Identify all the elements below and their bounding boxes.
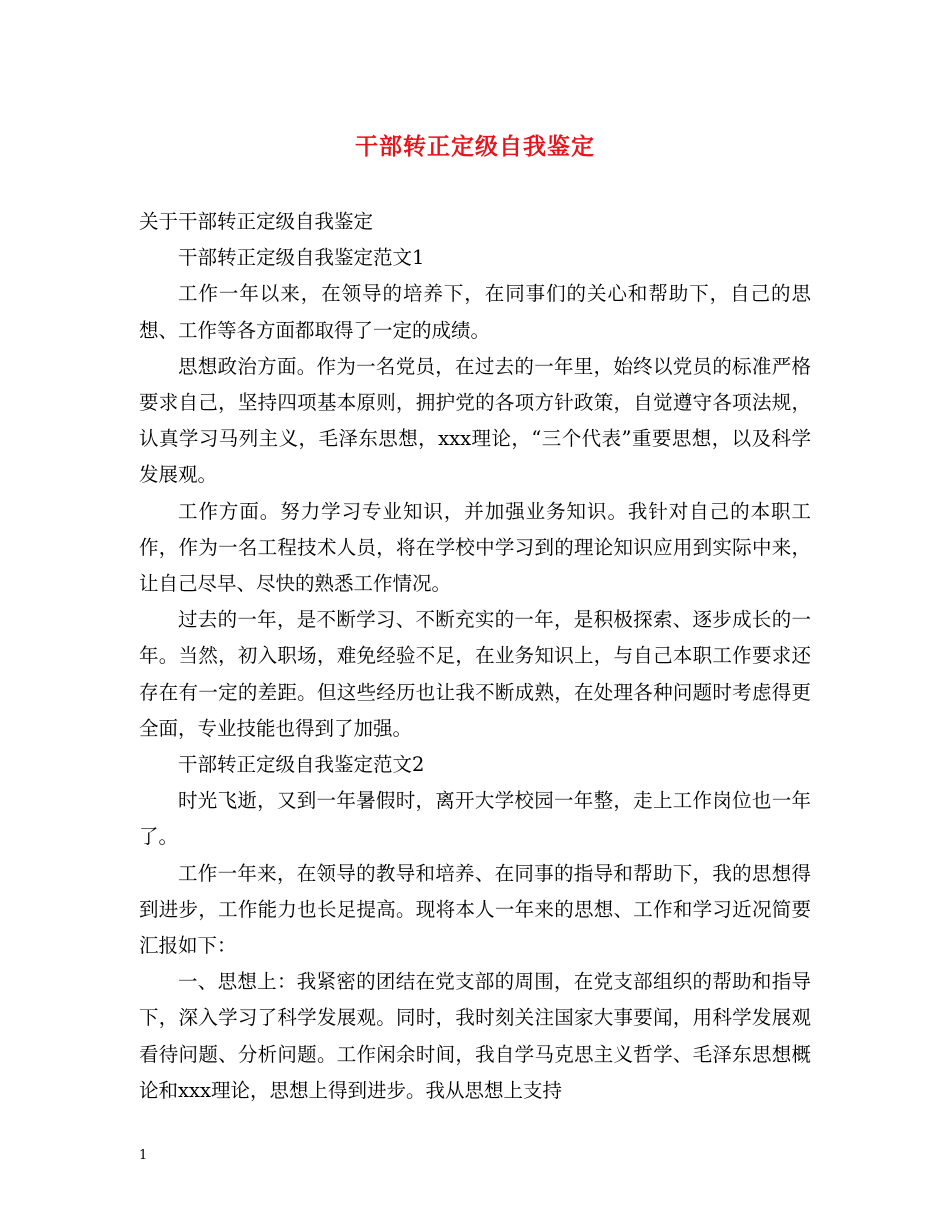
section-heading-2: 干部转正定级自我鉴定范文2 (178, 753, 425, 777)
section-heading-1: 干部转正定级自我鉴定范文1 (178, 246, 425, 270)
body-paragraph: 工作一年以来，在领导的培养下，在同事们的关心和帮助下，自己的思想、工作等各方面都取得了一定的成绩。 (139, 282, 811, 342)
page-number: 1 (139, 1148, 148, 1163)
body-paragraph: 时光飞逝，又到一年暑假时，离开大学校园一年整，走上工作岗位也一年了。 (139, 789, 811, 849)
document-subheading: 关于干部转正定级自我鉴定 (139, 210, 374, 233)
body-paragraph: 过去的一年，是不断学习、不断充实的一年，是积极探索、逐步成长的一年。当然，初入职场，难免经验不足，在业务知识上，与自己本职工作要求还存在有一定的差距。但这些经历也让我不断成熟，在处理各种问题时考虑得更全面，专业技能也得到了加强。 (139, 608, 811, 740)
document-body (139, 204, 811, 1109)
body-paragraph: 工作一年来，在领导的教导和培养、在同事的指导和帮助下，我的思想得到进步，工作能力也长足提高。现将本人一年来的思想、工作和学习近况简要汇报如下： (139, 861, 811, 958)
body-paragraph: 思想政治方面。作为一名党员，在过去的一年里，始终以党员的标准严格要求自己，坚持四项基本原则，拥护党的各项方针政策，自觉遵守各项法规，认真学习马列主义，毛泽东思想，xxx理论，“三个代表”重要思想，以及科学发展观。 (139, 354, 811, 487)
document-title: 干部转正定级自我鉴定 (355, 133, 595, 160)
body-paragraph: 工作方面。努力学习专业知识，并加强业务知识。我针对自己的本职工作，作为一名工程技术人员，将在学校中学习到的理论知识应用到实际中来，让自己尽早、尽快的熟悉工作情况。 (139, 499, 811, 596)
body-paragraph: 一、思想上：我紧密的团结在党支部的周围，在党支部组织的帮助和指导下，深入学习了科学发展观。同时，我时刻关注国家大事要闻，用科学发展观看待问题、分析问题。工作闲余时间，我自学马克思主义哲学、毛泽东思想概论和xxx理论，思想上得到进步。我从思想上支持 (139, 970, 811, 1102)
